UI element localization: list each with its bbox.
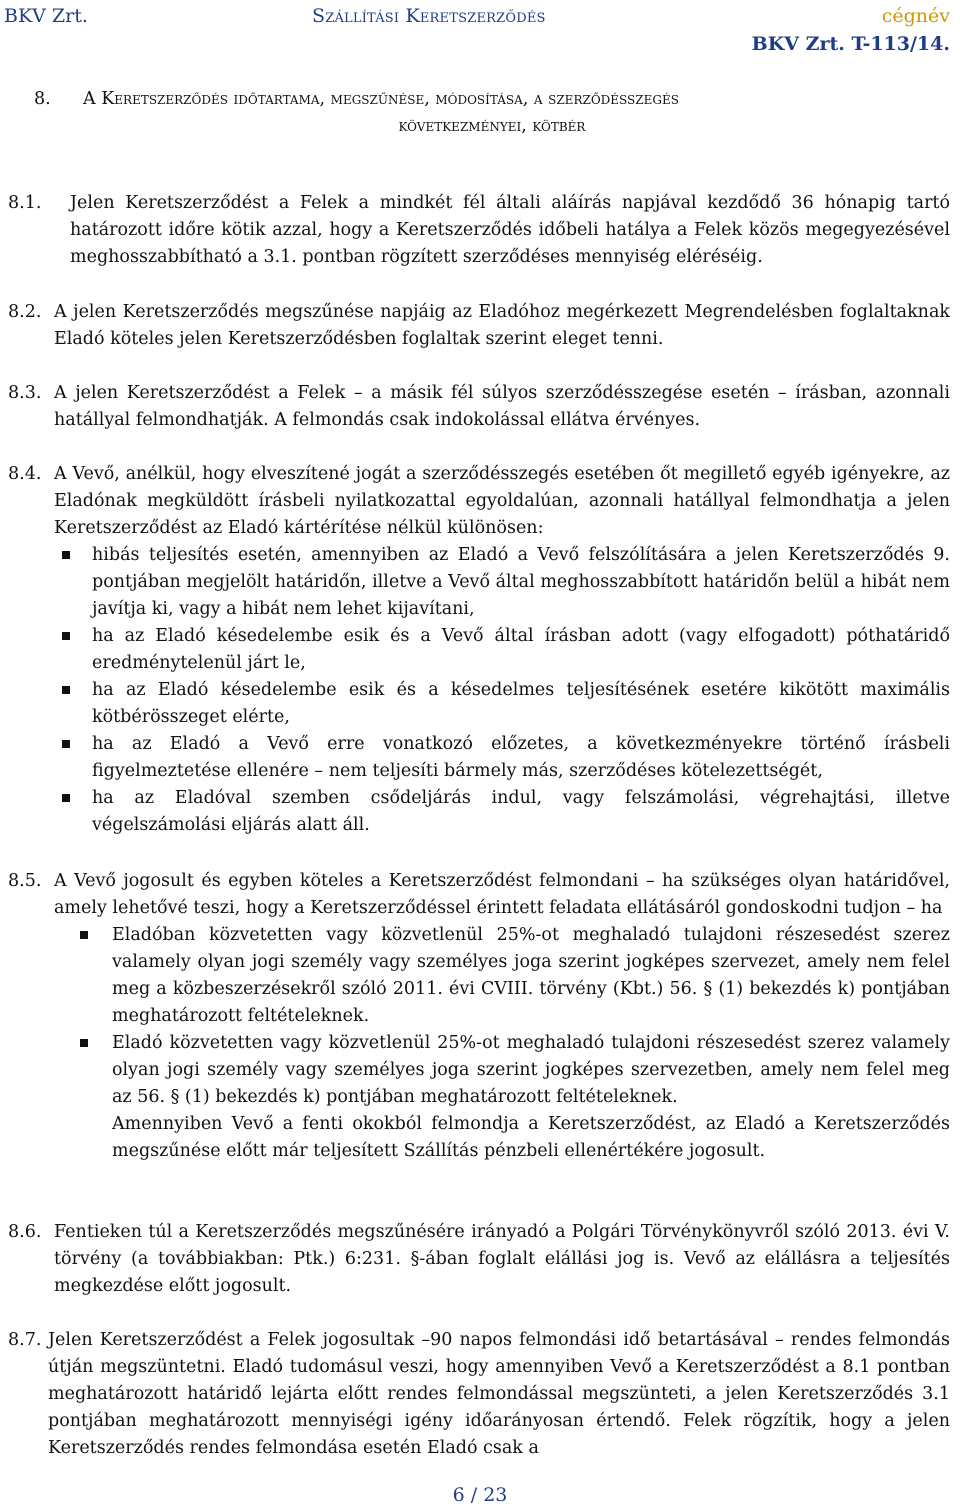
paragraph-number: 8.5. xyxy=(8,871,42,891)
list-item: Eladó közvetetten vagy közvetlenül 25%-ot meghaladó tulajdoni részesedést szerez valamely olyan jogi személy vagy személyes joga szerint jogképes szervezetben, amely nem felel meg az 56. § (1) bekezdés k) pontjában meghatározott feltételeknek. xyxy=(54,1030,950,1111)
paragraph-number: 8.4. xyxy=(8,464,42,484)
paragraph-text: Fentieken túl a Keretszerződés megszűnésére irányadó a Polgári Törvénykönyvről szóló 2013. évi V. törvény (a továbbiakban: Ptk.) 6:231. §-ában foglalt elállási jog is. Vevő az elállásra a teljesítés megkezdése előtt jogosult. xyxy=(54,1222,950,1296)
paragraph-text: Jelen Keretszerződést a Felek jogosultak –90 napos felmondási idő betartásával – rendes felmondás útján megszüntetni. Eladó tudomásul veszi, hogy amennyiben Vevő a Keretszerződést a 8.1 pontban meghatározott határidő lejárta előtt rendes felmondással megszünteti, a jelen Keretszerződés 3.1 pontjában meghatározott mennyiségi igény időarányosan értendő. Felek rögzítik, hogy a jelen Keretszerződés rendes felmondása esetén Eladó csak a xyxy=(48,1330,950,1458)
list-item: Eladóban közvetetten vagy közvetlenül 25%-ot meghaladó tulajdoni részesedést szerez valamely olyan jogi személy vagy személyes joga szerint jogképes szervezet, amely nem felel meg a közbeszerzésekről szóló 2011. évi CVIII. törvény (Kbt.) 56. § (1) bekezdés k) pontjában meghatározott feltételeknek. xyxy=(54,922,950,1030)
paragraph-8-5 xyxy=(0,868,960,1165)
paragraph-8-4 xyxy=(0,461,960,839)
paragraph-number: 8.2. xyxy=(8,302,42,322)
paragraph-8-3 xyxy=(0,380,960,434)
section-number: 8. xyxy=(34,89,51,109)
header-company: BKV Zrt. xyxy=(4,5,88,27)
page-indicator: 6 / 23 xyxy=(452,1484,508,1506)
bullet-list xyxy=(54,542,950,839)
paragraph-number: 8.6. xyxy=(8,1222,42,1242)
paragraph-number: 8.7. xyxy=(8,1330,42,1350)
paragraph-number: 8.3. xyxy=(8,383,42,403)
bullet-list xyxy=(54,922,950,1111)
list-item: hibás teljesítés esetén, amennyiben az Eladó a Vevő felszólítására a jelen Keretszerződés 9. pontjában megjelölt határidőn, illetve a Vevő által meghosszabbított határidőn belül a hibát nem javítja ki, vagy a hibát nem lehet kijavítani, xyxy=(54,542,950,623)
paragraph-8-2 xyxy=(0,299,960,353)
list-item: ha az Eladó késedelembe esik és a Vevő által írásban adott (vagy elfogadott) póthatáridő eredménytelenül járt le, xyxy=(54,623,950,677)
header-doc-number: BKV Zrt. T-113/14. xyxy=(751,33,950,55)
paragraph-number: 8.1. xyxy=(8,193,42,213)
section-heading xyxy=(34,86,950,136)
paragraph-8-7 xyxy=(0,1327,960,1462)
section-title-line1: A Keretszerződés időtartama, megszűnése, módosítása, a szerződésszegés xyxy=(83,89,679,109)
header-company-placeholder: cégnév xyxy=(881,5,950,27)
paragraph-closing: Amennyiben Vevő a fenti okokból felmondja a Keretszerződést, az Eladó a Keretszerződés megszűnése előtt már teljesített Szállítás pénzbeli ellenértékére jogosult. xyxy=(112,1114,950,1161)
paragraph-list-wrap xyxy=(54,542,950,839)
paragraph-8-1 xyxy=(0,190,960,271)
paragraph-intro: A Vevő, anélkül, hogy elveszítené jogát a szerződésszegés esetében őt megillető egyéb igényekre, az Eladónak megküldött írásbeli nyilatkozattal egyoldalúan, azonnali hatállyal felmondhatja a jelen Keretszerződést az Eladó kártérítése nélkül különösen: xyxy=(54,464,950,538)
paragraph-intro: A Vevő jogosult és egyben köteles a Keretszerződést felmondani – ha szükséges olyan határidővel, amely lehetővé teszi, hogy a Keretszerződéssel érintett feladata ellátásáról gondoskodni tudjon – ha xyxy=(54,871,950,918)
section-title-line2: következményei, kötbér xyxy=(398,116,586,136)
header-doc-title: Szállítási Keretszerződés xyxy=(312,5,546,27)
list-item: ha az Eladó késedelembe esik és a késedelmes teljesítésének esetére kikötött maximális kötbérösszeget elérte, xyxy=(54,677,950,731)
list-item: ha az Eladóval szemben csődeljárás indul, vagy felszámolási, végrehajtási, illetve végelszámolási eljárás alatt áll. xyxy=(54,785,950,839)
paragraph-text: A jelen Keretszerződés megszűnése napjáig az Eladóhoz megérkezett Megrendelésben foglaltaknak Eladó köteles jelen Keretszerződésben foglaltak szerint eleget tenni. xyxy=(54,302,950,349)
paragraph-8-6 xyxy=(0,1219,960,1300)
paragraph-list-wrap xyxy=(54,922,950,1165)
paragraph-text: A jelen Keretszerződést a Felek – a másik fél súlyos szerződésszegése esetén – írásban, azonnali hatállyal felmondhatják. A felmondás csak indokolással ellátva érvényes. xyxy=(54,383,950,430)
list-item: ha az Eladó a Vevő erre vonatkozó előzetes, a következményekre történő írásbeli figyelmeztetése ellenére – nem teljesíti bármely más, szerződéses kötelezettségét, xyxy=(54,731,950,785)
paragraph-text: Jelen Keretszerződést a Felek a mindkét fél általi aláírás napjával kezdődő 36 hónapig tartó határozott időre kötik azzal, hogy a Keretszerződés időbeli hatálya a Felek közös megegyezésével meghosszabbítható a 3.1. pontban rögzített szerződéses mennyiség eléréséig. xyxy=(70,193,950,267)
